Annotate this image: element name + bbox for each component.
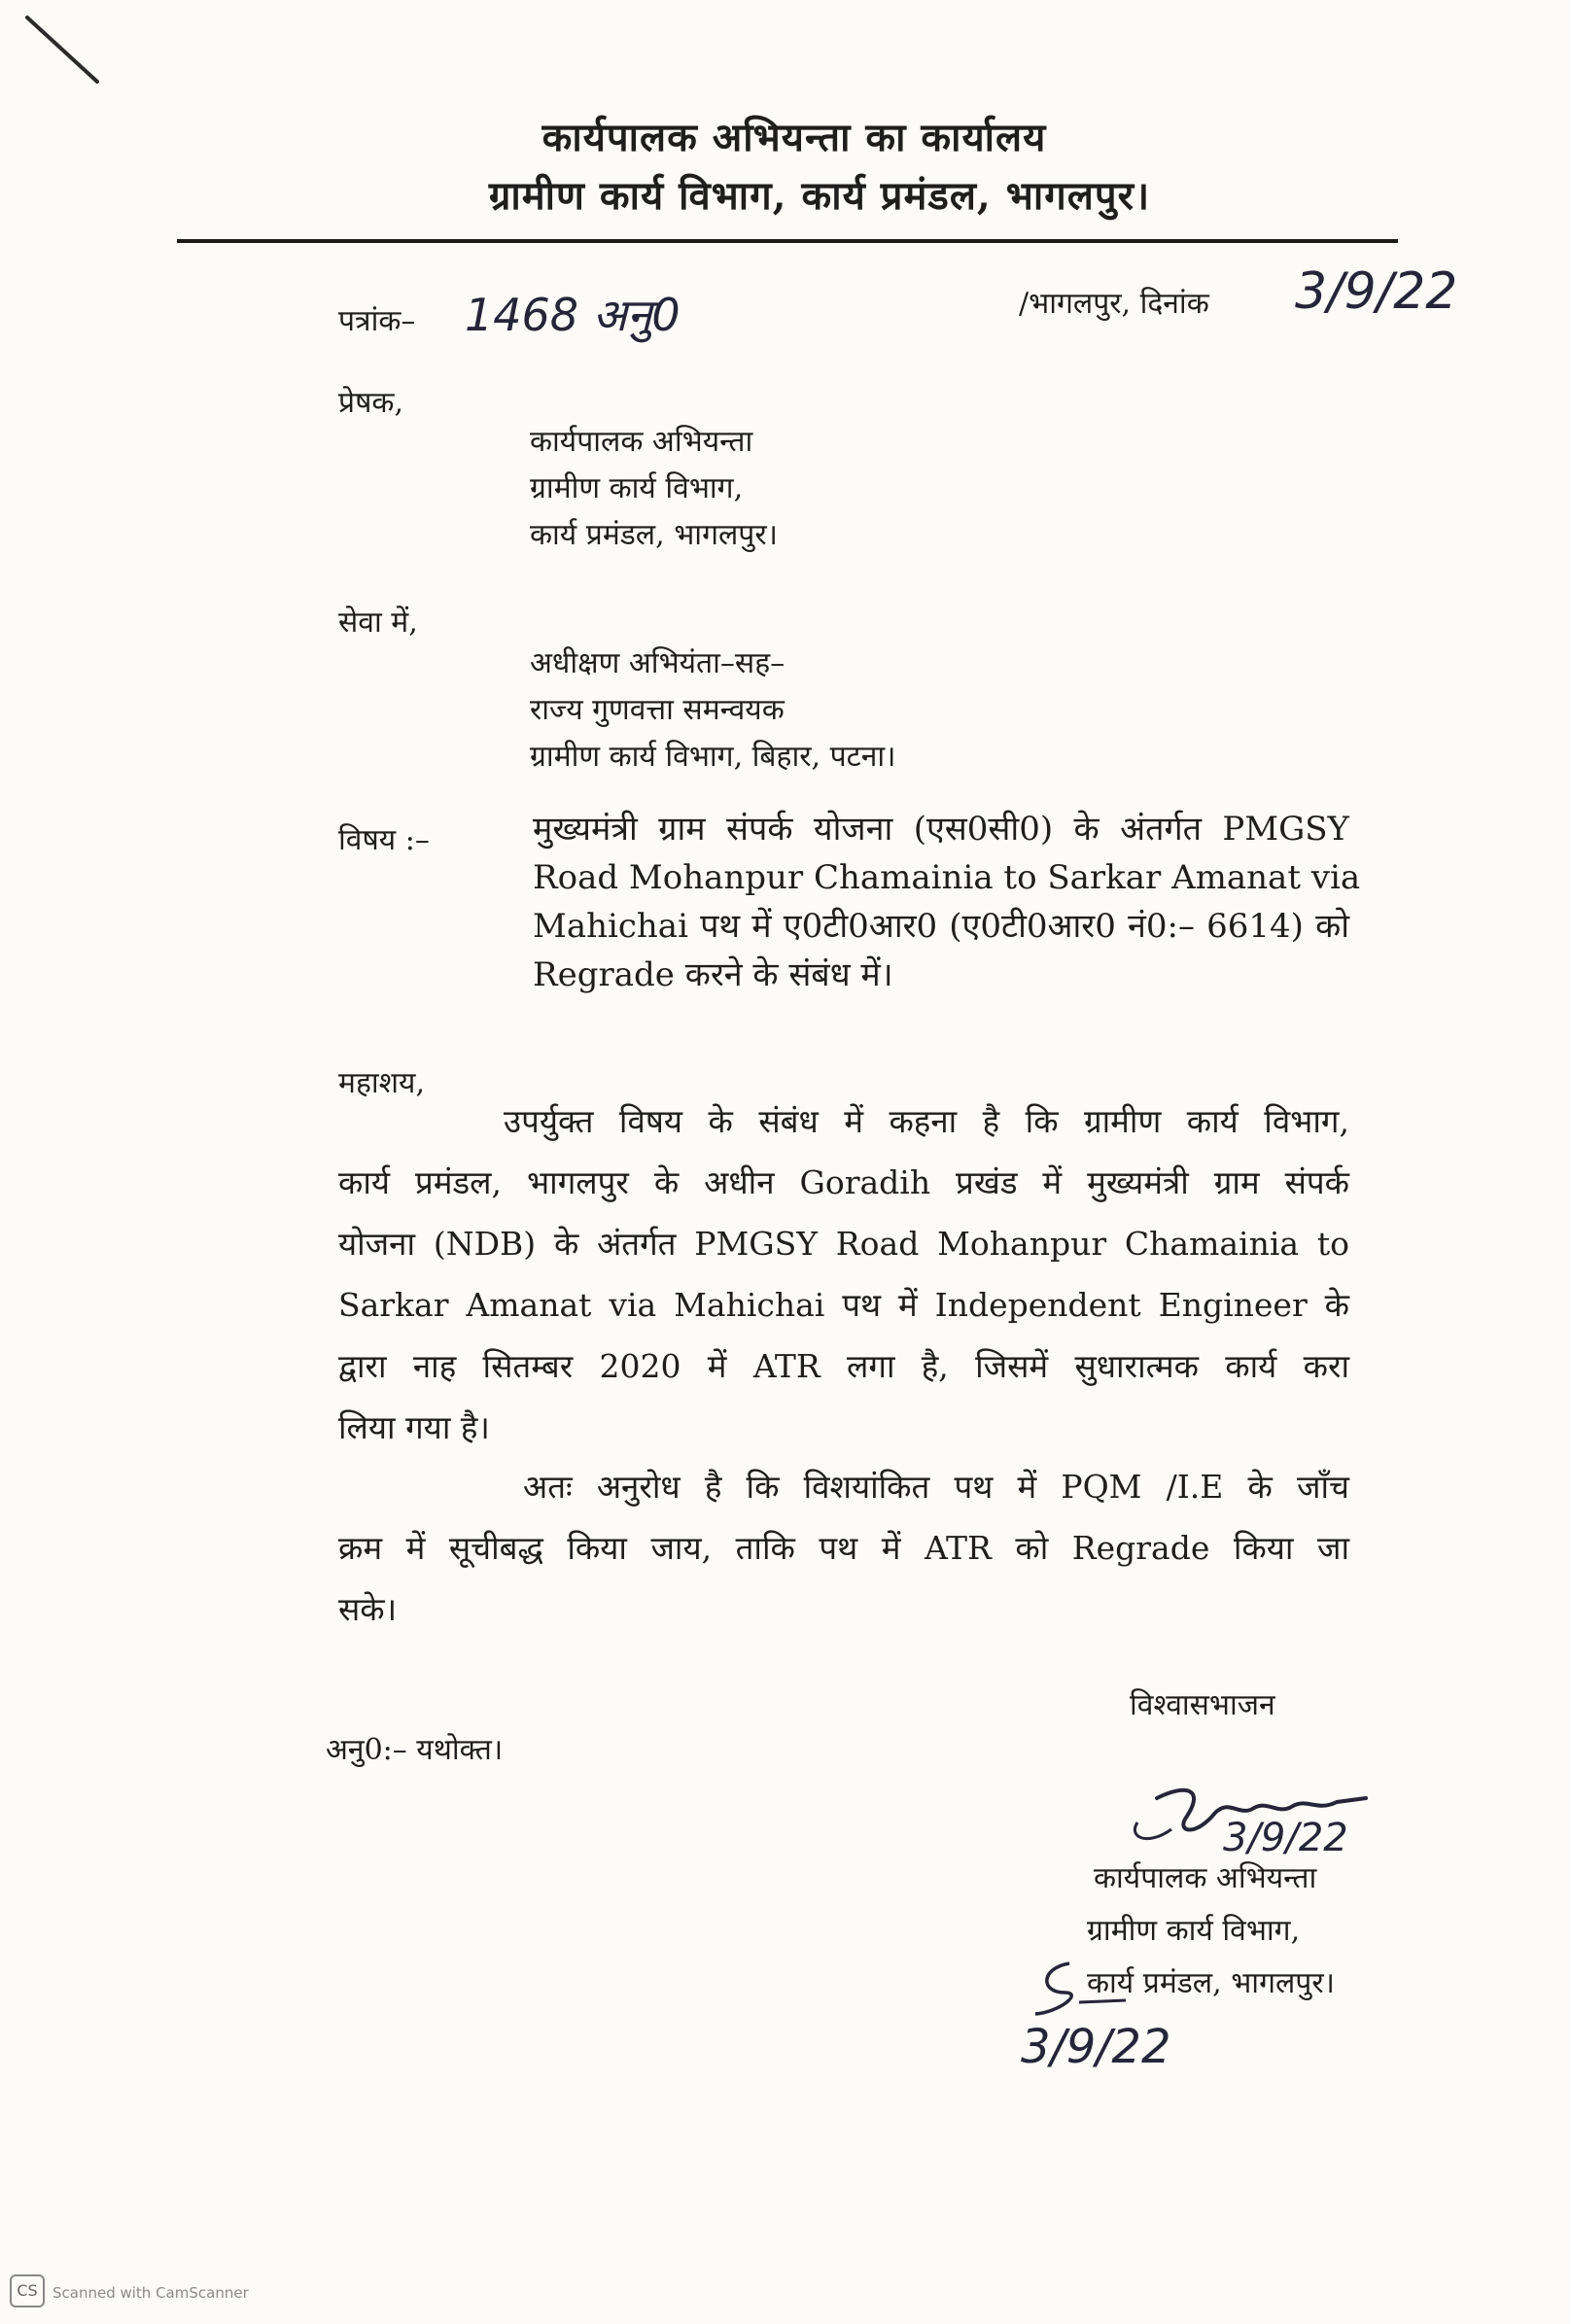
body-line: कार्य प्रमंडल, भागलपुर के अधीन Goradih प्रखंड में मुख्यमंत्री ग्राम संपर्क bbox=[338, 1163, 1349, 1201]
letterhead-department: ग्रामीण कार्य विभाग, कार्य प्रमंडल, भागलपुर। bbox=[488, 173, 1151, 219]
subject-line: मुख्यमंत्री ग्राम संपर्क योजना (एस0सी0) के अंतर्गत PMGSY bbox=[533, 810, 1349, 849]
letterhead-rule bbox=[177, 239, 1398, 243]
sender-line: ग्रामीण कार्य विभाग, bbox=[530, 471, 744, 505]
camscanner-logo-icon: CS bbox=[10, 2274, 45, 2307]
recipient-line: राज्य गुणवत्ता समन्वयक bbox=[530, 693, 785, 727]
sender-line: कार्य प्रमंडल, भागलपुर। bbox=[530, 518, 778, 552]
subject-text bbox=[533, 805, 1361, 999]
subject-line: Regrade करने के संबंध में। bbox=[533, 955, 893, 994]
signature-date-handwritten: 3/9/22 bbox=[1223, 1816, 1348, 1860]
body-line: योजना (NDB) के अंतर्गत PMGSY Road Mohanpur Chamainia to bbox=[338, 1225, 1349, 1263]
subject-label: विषय :– bbox=[338, 823, 430, 857]
subject-line: Road Mohanpur Chamainia to Sarkar Amanat via bbox=[533, 858, 1361, 897]
body-line: Sarkar Amanat via Mahichai पथ में Independent Engineer के bbox=[338, 1286, 1349, 1324]
salutation: महाशय, bbox=[338, 1066, 425, 1100]
valediction: विश्वासभाजन bbox=[1130, 1688, 1275, 1722]
recipient-label: सेवा में, bbox=[338, 606, 418, 640]
body-paragraph-2 bbox=[338, 1456, 1349, 1640]
body-line: उपर्युक्त विषय के संबंध में कहना है कि ग्रामीण कार्य विभाग, bbox=[504, 1102, 1349, 1140]
enclosure-note: अनु0:– यथोक्त। bbox=[326, 1733, 504, 1767]
body-line: सके। bbox=[338, 1590, 398, 1628]
body-line: क्रम में सूचीबद्ध किया जाय, ताकि पथ में ATR को Regrade किया जा bbox=[338, 1529, 1349, 1567]
reference-label: पत्रांक– bbox=[338, 304, 416, 338]
scanner-watermark-text: Scanned with CamScanner bbox=[52, 2284, 249, 2302]
sender-label: प्रेषक, bbox=[338, 386, 403, 420]
recipient-line: ग्रामीण कार्य विभाग, बिहार, पटना। bbox=[530, 740, 896, 774]
date-handwritten: 3/9/22 bbox=[1295, 262, 1458, 321]
signatory-line: कार्यपालक अभियन्ता bbox=[1094, 1861, 1317, 1895]
sender-line: कार्यपालक अभियन्ता bbox=[530, 425, 753, 459]
body-line: द्वारा नाह सितम्बर 2020 में ATR लगा है, जिसमें सुधारात्मक कार्य करा bbox=[338, 1347, 1349, 1385]
signatory-line: कार्य प्रमंडल, भागलपुर। bbox=[1087, 1966, 1335, 2000]
subject-line: Mahichai पथ में ए0टी0आर0 (ए0टी0आर0 नं0:– 6614) को bbox=[533, 907, 1349, 946]
recipient-line: अधीक्षण अभियंता–सह– bbox=[530, 646, 786, 680]
body-line: लिया गया है। bbox=[338, 1408, 490, 1446]
initials-date-handwritten: 3/9/22 bbox=[1021, 2020, 1171, 2074]
body-paragraph-1 bbox=[338, 1091, 1349, 1458]
reference-number-handwritten: 1468 अनु0 bbox=[465, 289, 681, 341]
body-line: अतः अनुरोध है कि विशयांकित पथ में PQM /I.E के जाँच bbox=[523, 1468, 1349, 1506]
signatory-line: ग्रामीण कार्य विभाग, bbox=[1087, 1914, 1301, 1948]
letterhead-office-title: कार्यपालक अभियन्ता का कार्यालय bbox=[541, 115, 1047, 160]
place-date-label: /भागलपुर, दिनांक bbox=[1019, 287, 1209, 321]
margin-pen-stroke bbox=[0, 0, 126, 107]
